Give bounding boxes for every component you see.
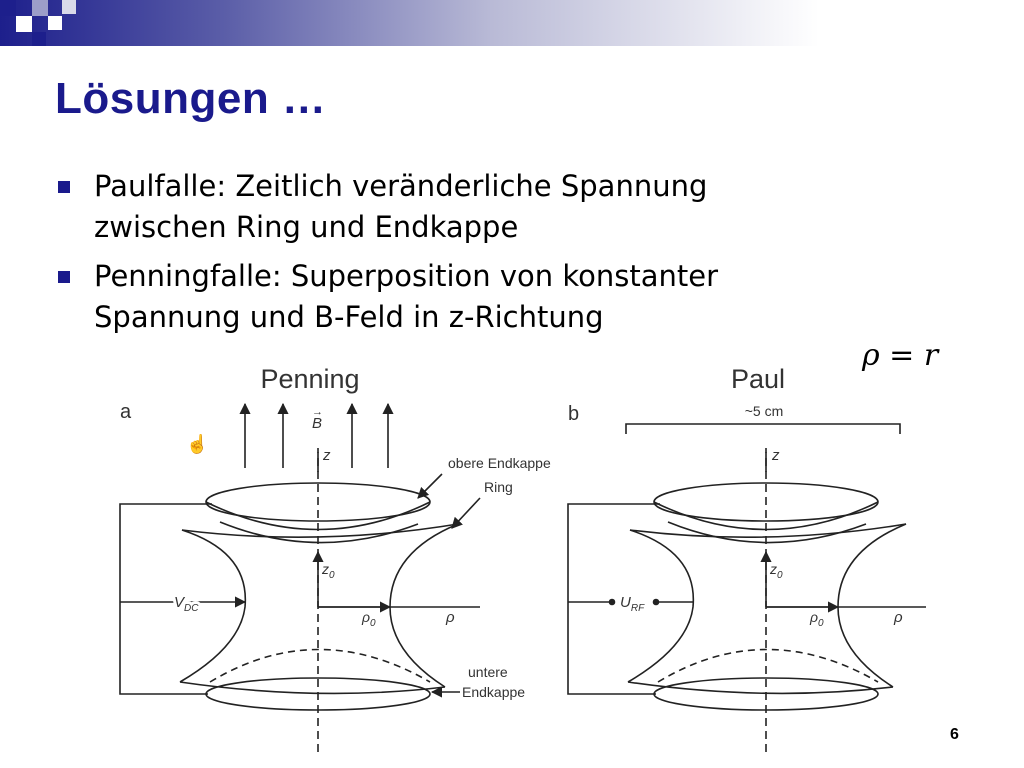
hand-cursor-icon: ☝ [186, 434, 209, 454]
panel-letter-a: a [120, 401, 132, 423]
bullet-item [58, 166, 878, 248]
z-axis-label: z [772, 447, 780, 464]
panel-letter-b: b [568, 403, 580, 425]
ring-right-profile [838, 524, 906, 687]
slide-number: 6 [950, 726, 959, 743]
b-field-label: B [312, 415, 323, 432]
bullet-text: zwischen Ring und Endkappe [94, 210, 519, 244]
b-vector-arrow-icon: → [312, 406, 323, 418]
rho-label: ρ [446, 609, 455, 626]
square-bullet-icon [58, 181, 70, 193]
bullet-text: Spannung und B-Feld in z-Richtung [94, 300, 604, 334]
slide-title: Lösungen … [55, 74, 327, 123]
deco-square [0, 0, 16, 16]
lower-endcap-dashed [210, 650, 430, 683]
z-axis-label: z [323, 447, 331, 464]
ion-trap-figure [100, 352, 930, 757]
deco-square [62, 0, 76, 14]
ring-label: Ring [484, 479, 513, 495]
bullet-text: Penningfalle: Superposition von konstanter [94, 259, 719, 293]
rho0-label: $\rho_0$ [362, 609, 376, 629]
ring-pointer [452, 498, 480, 528]
paul-trap-diagram [568, 364, 926, 752]
voltage-label: $U_{RF}$ [620, 594, 645, 614]
penning-title: Penning [260, 364, 360, 394]
upper-endcap-label: obere Endkappe [448, 455, 551, 471]
penning-trap-diagram [120, 364, 551, 752]
z0-label: $z_0$ [322, 561, 335, 581]
lower-endcap-label-2: Endkappe [462, 684, 526, 700]
upper-endcap-pointer [418, 474, 442, 498]
bullet-text: Paulfalle: Zeitlich veränderliche Spannung [94, 169, 708, 203]
ring-electrode-top [630, 524, 906, 537]
bullet-item [58, 256, 878, 338]
header-bar [0, 0, 1024, 46]
deco-square [48, 16, 62, 30]
rho0-label: $\rho_0$ [810, 609, 824, 629]
size-bracket [626, 424, 900, 434]
lower-endcap-dashed [658, 650, 878, 683]
deco-square [16, 16, 32, 32]
ring-right-profile [390, 524, 458, 687]
rho-equals-r-formula: ρ = r [862, 338, 939, 373]
paul-title: Paul [730, 364, 786, 394]
deco-square [32, 32, 46, 46]
circuit-node [610, 600, 615, 605]
bullet-list [58, 166, 878, 346]
z0-label: $z_0$ [770, 561, 783, 581]
rho-label: ρ [894, 609, 903, 626]
lower-endcap-label-1: untere [468, 664, 508, 680]
deco-square [32, 0, 48, 16]
size-label: ~5 cm [744, 403, 784, 419]
voltage-label: $V_{DC}$ [174, 594, 199, 614]
square-bullet-icon [58, 271, 70, 283]
ring-electrode-top [182, 524, 458, 537]
